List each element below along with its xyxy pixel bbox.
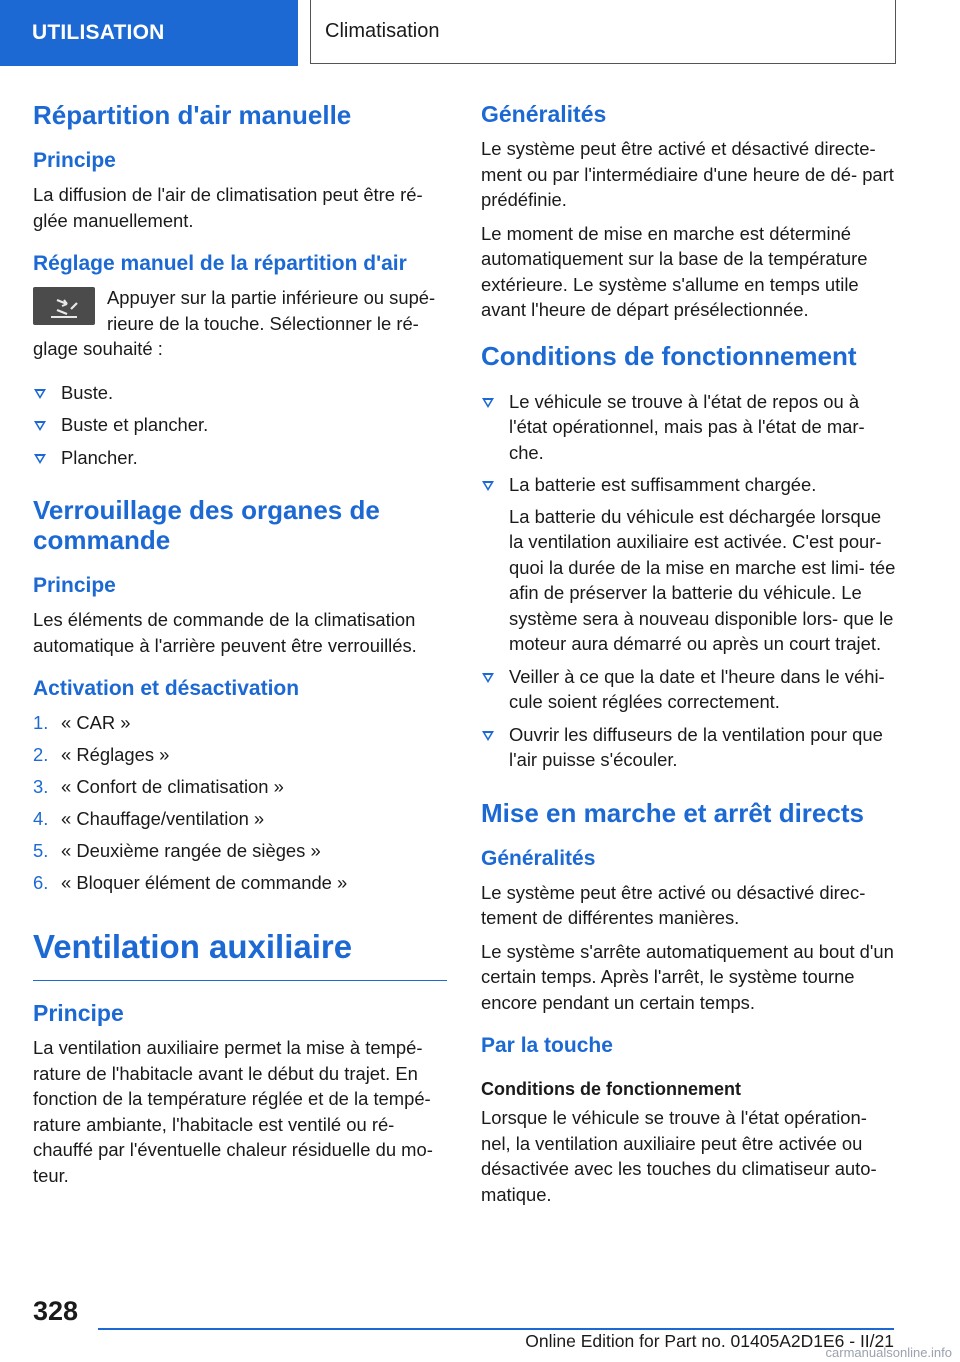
page-number: 328 xyxy=(33,1296,79,1326)
subsection-title-activation: Activation et désactivation xyxy=(33,677,300,700)
conditions-list xyxy=(481,389,897,773)
reglage-instruction xyxy=(33,285,447,362)
air-distribution-key-icon xyxy=(33,287,95,325)
list-item: Veiller à ce que la date et l'heure dans le véhi- cule soient réglées correctement. xyxy=(481,664,897,715)
triangle-bullet-icon xyxy=(482,398,494,408)
subsection-title-principe: Principe xyxy=(33,149,116,172)
section-tab[interactable]: UTILISATION xyxy=(0,0,298,66)
list-item: 1. « CAR » xyxy=(33,712,131,733)
section-title-generalites: Généralités xyxy=(481,101,607,127)
conditions-text: Lorsque le véhicule se trouve à l'état opération- nel, la ventilation auxiliaire peut être activée ou désactivée avec les touches du climatiseur auto- matique. xyxy=(481,1107,877,1205)
generalites-text-1: Le système peut être activé et désactivé directe- ment ou par l'intermédiaire d'une heure de dé- part prédéfinie. xyxy=(481,138,894,210)
chapter-title-ventilation: Ventilation auxiliaire xyxy=(33,928,353,965)
generalites-text-2: Le moment de mise en marche est déterminé automatiquement sur la base de la température extérieure. Le système s'allume en temps utile avant l'heure de départ présélectionnée. xyxy=(481,222,868,320)
triangle-bullet-icon xyxy=(482,481,494,491)
triangle-bullet-icon xyxy=(34,421,46,431)
chapter-heading xyxy=(33,928,447,981)
triangle-bullet-icon xyxy=(482,673,494,683)
ventilation-principe-text: La ventilation auxiliaire permet la mise à tempé- rature de l'habitacle avant le début du trajet. En fonction de la température réglée et de la tempé- rature ambiante, l'habitacle est ventilé ou ré- chauffé par l'éventuelle chaleur résiduelle du mo- teur. xyxy=(33,1037,433,1186)
mise-generalites-text-1: Le système peut être activé ou désactivé direc- tement de différentes manières. xyxy=(481,881,866,928)
list-item: La batterie est suffisamment chargée. La batterie du véhicule est déchargée lorsque la ventilation auxiliaire est activée. C'est pour- quoi la durée de la mise en marche est limi- tée afin de préserver la batterie du véhicule. Le système sera à nouveau disponible lors- que le moteur aura démarré ou après un court trajet. xyxy=(481,472,897,657)
activation-steps-list xyxy=(33,710,447,896)
verrouillage-principe-text: Les éléments de commande de la climatisation automatique à l'arrière peuvent être verrouillés. xyxy=(33,609,417,656)
left-column xyxy=(33,100,447,1188)
page-header xyxy=(0,0,960,66)
list-item: Buste et plancher. xyxy=(33,412,447,438)
watermark: carmanualsonline.info xyxy=(825,1345,952,1360)
triangle-bullet-icon xyxy=(482,731,494,741)
right-column xyxy=(481,100,897,1207)
subsection-title-principe: Principe xyxy=(33,1000,124,1026)
section-title-repartition: Répartition d'air manuelle xyxy=(33,100,352,130)
triangle-bullet-icon xyxy=(34,454,46,464)
subsection-title-generalites: Généralités xyxy=(481,846,596,870)
reglage-text: Appuyer sur la partie inférieure ou supé- rieure de la touche. Sélectionner le ré- glage souhaité : xyxy=(33,287,436,359)
list-item: Plancher. xyxy=(33,445,447,471)
edition-text: Online Edition for Part no. 01405A2D1E6 - II/21 xyxy=(525,1331,894,1351)
section-title-mise-en-marche: Mise en marche et arrêt directs xyxy=(481,797,864,828)
list-item: 3. « Confort de climatisation » xyxy=(33,776,284,797)
list-item: Ouvrir les diffuseurs de la ventilation pour que l'air puisse s'écouler. xyxy=(481,722,897,773)
triangle-bullet-icon xyxy=(34,389,46,399)
list-item: 5. « Deuxième rangée de sièges » xyxy=(33,840,321,861)
list-item: 4. « Chauffage/ventilation » xyxy=(33,808,265,829)
mise-generalites-text-2: Le système s'arrête automatiquement au bout d'un certain temps. Après l'arrêt, le système tourne encore pendant un certain temps. xyxy=(481,940,894,1013)
subsection-title-reglage: Réglage manuel de la répartition d'air xyxy=(33,252,407,275)
principe-text: La diffusion de l'air de climatisation peut être ré- glée manuellement. xyxy=(33,184,423,231)
list-item: Buste. xyxy=(33,380,447,406)
subsection-title-touche: Par la touche xyxy=(481,1034,613,1057)
chapter-tab[interactable]: Climatisation xyxy=(310,0,896,64)
list-item: Le véhicule se trouve à l'état de repos ou à l'état opérationnel, mais pas à l'état de mar- che. xyxy=(481,389,897,466)
distribution-options-list xyxy=(33,380,447,471)
footer-divider xyxy=(98,1328,894,1330)
conditions-subtitle: Conditions de fonctionnement xyxy=(481,1079,741,1099)
list-item: 2. « Réglages » xyxy=(33,744,170,765)
list-item: 6. « Bloquer élément de commande » xyxy=(33,872,348,893)
section-title-verrouillage: Verrouillage des organes de commande xyxy=(33,495,380,555)
battery-detail-text: La batterie du véhicule est déchargée lorsque la ventilation auxiliaire est activée. C'est pour- quoi la durée de la mise en marche est limi- tée afin de préserver la batterie du véhicule. Le système sera à nouveau disponible lors- que le moteur aura démarré ou après un court trajet. xyxy=(509,505,896,654)
section-title-conditions: Conditions de fonctionnement xyxy=(481,340,857,371)
subsection-title-principe: Principe xyxy=(33,574,116,597)
